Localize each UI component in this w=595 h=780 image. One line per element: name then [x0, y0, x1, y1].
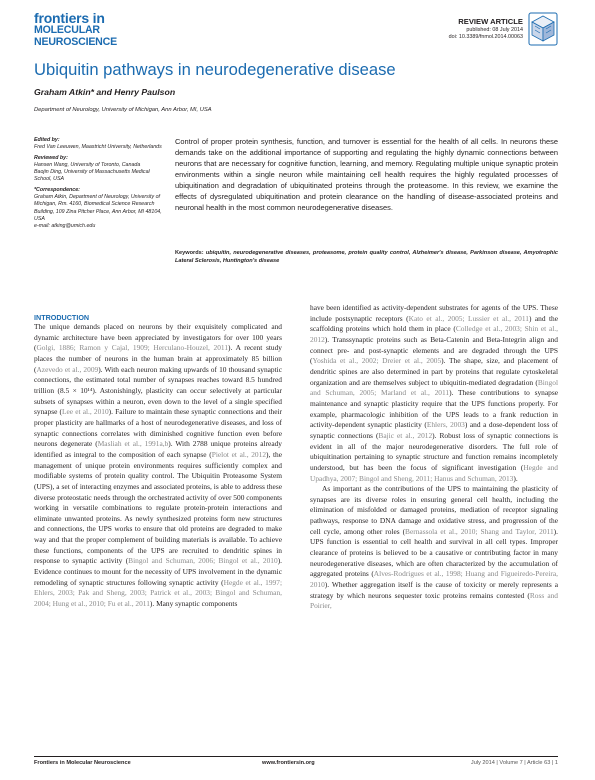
- body-text: ). Robust loss of synaptic connections is evident in all of the major neurodegenerative disorders. The full role of ubiquitination pertaining to synaptic structure and function remains incompletely understood, but has been the focus of significant investigation (: [310, 430, 558, 472]
- reviewed-by-value: Hansen Wang, University of Toronto, Canada Baojin Ding, University of Massachusetts Medical School, USA: [34, 161, 150, 183]
- section-heading-introduction: INTRODUCTION: [34, 313, 90, 322]
- body-text: The unique demands placed on neurons by their exquisitely complicated and dynamic architecture have been appreciated by investigators for over 100 years (: [34, 322, 282, 353]
- reviewed-by-label: Reviewed by:: [34, 154, 68, 161]
- body-text: ). The shape, size, and placement of dendritic spines are also determined in part by proteins that regulate cytoskeletal organization and are themselves subject to ubiquitin-mediated degradation (: [310, 356, 558, 387]
- crossmark-badge-icon[interactable]: [528, 12, 558, 46]
- citation-link[interactable]: Hegde and Upadhya, 2007; Bingol and Sheng, 2011; Hanus and Schuman, 2013: [310, 462, 558, 483]
- body-paragraph: [310, 484, 558, 612]
- keywords-label: Keywords:: [175, 250, 204, 256]
- keywords-list: ubiquitin, neurodegenerative diseases, proteasome, protein quality control, Alzheimer's disease, Parkinson disease, Amyotrophic Lateral Sclerosis, Huntington's disease: [175, 250, 558, 265]
- citation-link[interactable]: Alves-Rodrigues et al., 1998; Huang and Figueiredo-Pereira, 2010: [310, 569, 559, 590]
- citation-link[interactable]: Golgi, 1886; Ramon y Cajal, 1909; Herculano-Houzel, 2011: [36, 343, 229, 353]
- body-text: ). These contributions to synapse maintenance and synaptic plasticity require that the UPS functions properly. For example, pharmacologic inhibition of the UPS leads to a frank reduction in activity-dependent synaptic plasticity (: [310, 388, 558, 430]
- published-date: published: 08 July 2014: [466, 27, 523, 33]
- edited-by-label: Edited by:: [34, 137, 60, 143]
- body-text: ), the management of unique protein environments requires sufficiently complex and modifiable systems of protein quality control. The Ubiquitin Proteasome System (UPS), a set of interacting enzymes and associated proteins, is able to address these diverse proteostatic needs through the orchestrated activity of over 500 components working in versatile combinations to regulate protein-protein interactions and eliminate unwanted proteins. As newly synthesized proteins form new structures and connections, the UPS works to ensure that old proteins are degraded to make way and that the proper complement of building materials is available. To achieve these functions, components of the UPS are recruited to dendritic spines in response to synaptic activity (: [34, 449, 283, 566]
- editorial-sidebar: [34, 137, 162, 234]
- citation-link[interactable]: Azevedo et al., 2009: [36, 364, 99, 374]
- body-text: ). Failure to maintain these synaptic connections and their proper plasticity are hallmarks of a host of neurodegenerative diseases, and loss of synaptic connections correlates with diminished cognitive function even before neurons degenerate (: [34, 407, 282, 449]
- body-text: have been identified as activity-dependent substrates for agents of the UPS. These include postsynaptic receptors (: [310, 303, 558, 323]
- citation-link[interactable]: Lee et al., 2010: [62, 407, 109, 417]
- citation-link[interactable]: Masliah et al., 1991a,b: [97, 439, 169, 449]
- citation-link[interactable]: Bajic et al., 2012: [378, 430, 433, 440]
- citation-link[interactable]: Yoshida et al., 2002; Dreier et al., 2005: [312, 356, 442, 366]
- footer-website-link[interactable]: www.frontiersin.org: [262, 760, 315, 766]
- body-text: ). A recent study places the number of neurons in the human brain at approximately 85 billion (: [34, 343, 282, 374]
- citation-link[interactable]: Bingol and Schuman, 2006; Bingol et al., 2010: [128, 556, 278, 566]
- body-column-right: [310, 303, 558, 612]
- citation-link[interactable]: Hegde et al., 1997; Ehlers, 2003; Pak and Sheng, 2003; Patrick et al., 2003; Bingol and Schuman, 2004; Hung et al., 2010; Fu et al., 2011: [34, 577, 282, 609]
- citation-link[interactable]: Bingol and Schuman, 2005; Marland et al., 2011: [310, 377, 558, 398]
- article-meta: [449, 17, 523, 41]
- journal-logo[interactable]: [34, 12, 184, 48]
- body-column-left: [34, 322, 282, 610]
- citation-link[interactable]: Colledge et al., 2003; Shin et al., 2012: [310, 324, 558, 344]
- citation-link[interactable]: Kato et al., 2005; Lussier et al., 2011: [408, 313, 529, 323]
- journal-name-line2: MOLECULAR NEUROSCIENCE: [34, 24, 117, 48]
- body-text: As important as the contributions of the UPS to maintaining the plasticity of synapses are its diverse roles in ensuring general cell health, including the elimination of misfolded or damaged proteins, mediation of receptor signaling pathways, response to DNA damage and oxidative stress, and progression of the cell cycle, among other roles (: [310, 484, 558, 536]
- citation-link[interactable]: Ross and Poirier,: [310, 590, 558, 611]
- edited-by-value: Fred Van Leeuwen, Maastricht University, Netherlands: [34, 144, 162, 151]
- body-paragraph: [310, 303, 558, 484]
- body-text: ).: [513, 473, 518, 483]
- article-type: REVIEW ARTICLE: [458, 17, 523, 26]
- footer-divider: [34, 756, 558, 757]
- author-affiliation: Department of Neurology, University of Michigan, Ann Arbor, MI, USA: [34, 107, 212, 113]
- body-text: ). With 2788 unique proteins already identified as integral to the composition of each synapse (: [34, 439, 282, 459]
- footer-issue-info: July 2014 | Volume 7 | Article 63 | 1: [470, 760, 558, 766]
- abstract: Control of proper protein synthesis, function, and turnover is essential for the health of all cells. In neurons these demands take on the additional importance of supporting and regulating the highly dynamic connections between neurons that are necessary for cognitive function, learning, and memory. Regulating multiple unique synaptic protein environments within a single neuron while maintaining cell health requires the highly regulated processes of ubiquitination and degradation of ubiquitinated proteins through the proteasome. In this review, we examine the effects of dysregulated ubiquitination and protein clearance on the handling of disease-associated proteins and neuronal health in the most common neurodegenerative diseases.: [175, 137, 558, 212]
- keywords: [175, 249, 558, 266]
- body-text: ). UPS function is essential to cell health and survival in all cell types. Improper clearance of proteins is believed to be a causative or contributing factor in many neurodegenerative diseases, which are often characterized by the accumulation of aggregated proteins (: [310, 526, 558, 579]
- article-authors: Graham Atkin* and Henry Paulson: [34, 87, 176, 97]
- body-text: ). Transsynaptic proteins such as Beta-Catenin and Beta-Integrin align and connect pre- and post-synaptic elements and are degraded through the UPS (: [310, 334, 558, 366]
- body-text: ) and a dose-dependent loss of synaptic connections (: [310, 420, 559, 440]
- body-text: ) and the scaffolding proteins which hold them in place (: [310, 313, 559, 334]
- body-text: ). With each neuron making upwards of 10 thousand synaptic connections, the estimated total number of synapses reaches toward 8.5 hundred trillion (8.5 × 10¹⁴). Astonishingly, plasticity can occur selectively at particular subsets of synapses within a neuron, even down to the level of a single specified synapse (: [34, 364, 283, 417]
- doi-link[interactable]: doi: 10.3389/fnmol.2014.00063: [448, 34, 523, 40]
- footer-journal: Frontiers in Molecular Neuroscience: [34, 760, 131, 766]
- citation-link[interactable]: Bernassola et al., 2010; Shang and Taylor, 2011: [405, 526, 554, 536]
- correspondence-value: Graham Atkin, Department of Neurology, University of Michigan, Rm. 4160, Biomedical Science Research Building, 109 Zina Pitcher Place, Ann Arbor, MI 48104, USA e-mail: atking@umich.edu: [34, 194, 162, 230]
- journal-name-line1: frontiers in: [34, 10, 105, 26]
- body-text: ). Evidence continues to mount for the necessity of UPS involvement in the dynamic remodeling of synaptic structures following synaptic activity (: [34, 556, 282, 587]
- body-paragraph: [34, 322, 282, 610]
- correspondence-label: *Correspondence:: [34, 186, 80, 193]
- article-title: Ubiquitin pathways in neurodegenerative disease: [34, 60, 396, 79]
- citation-link[interactable]: Pielot et al., 2012: [211, 449, 267, 459]
- citation-link[interactable]: Ehlers, 2003: [426, 420, 465, 430]
- body-text: ). Many synaptic components: [149, 599, 238, 609]
- body-text: ). Whether aggregation itself is the cause of toxicity or merely represents a strategy by which neurons sequester toxic proteins remains contested (: [310, 580, 558, 600]
